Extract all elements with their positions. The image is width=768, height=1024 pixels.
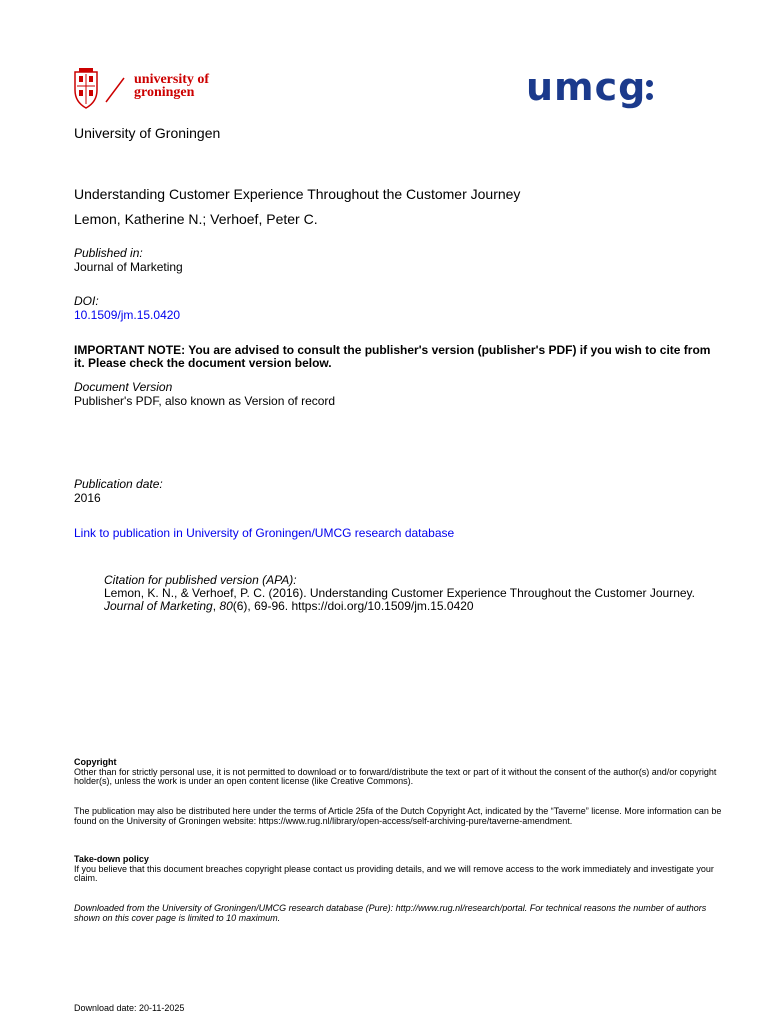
download-date: Download date: 20-11-2025 [74,1003,185,1013]
document-title: Understanding Customer Experience Throughout the Customer Journey [74,186,521,202]
copyright-heading: Copyright [74,757,117,767]
copyright-section [74,758,724,787]
published-in-section [74,246,183,274]
document-version-section [74,380,335,408]
citation-journal: Journal of Marketing [104,599,213,613]
citation-volume: 80 [219,599,233,613]
umcg-logo [526,62,654,112]
important-note: IMPORTANT NOTE: You are advised to consult the publisher's version (publisher's PDF) if you wish to cite from it. Please check the document version below. [74,343,711,370]
copyright-text: Other than for strictly personal use, it is not permitted to download or to forward/distribute the text or part of it without the consent of the author(s) and/or copyright holder(s), unless the work is under an open content license (like Creative Commons). [74,766,717,786]
takedown-heading: Take-down policy [74,854,149,864]
rug-logo-line1: university of [134,72,210,87]
taverne-text: The publication may also be distributed here under the terms of Article 25fa of the Dutch Copyright Act, indicated by the “Taverne” license. More information can be found on the University of Groningen website: https://www.rug.nl/library/open-access/self-archiving-pure/taverne-amendment. [74,806,722,826]
downloaded-from: Downloaded from the University of Groningen/UMCG research database (Pure): http://www.rug.nl/research/portal. For technical reasons the number of authors shown on this cover page is limited to 10 maximum. [74,903,707,923]
doi-section [74,294,180,322]
publication-date-value: 2016 [74,491,101,505]
published-in-value: Journal of Marketing [74,260,183,274]
rug-crest-icon [72,68,132,110]
takedown-text: If you believe that this document breaches copyright please contact us providing details, and we will remove access to the work immediately and investigate your claim. [74,863,714,883]
citation-section [104,574,704,613]
takedown-section [74,855,724,884]
document-version-label: Document Version [74,380,173,394]
citation-separator: , [212,599,220,613]
publication-date-section [74,477,163,505]
umcg-logo-text: umcg [526,65,647,109]
document-authors: Lemon, Katherine N.; Verhoef, Peter C. [74,211,318,227]
document-version-value: Publisher's PDF, also known as Version of record [74,394,336,408]
rug-logo-text [134,73,209,99]
citation-text [104,587,704,613]
published-in-label: Published in: [74,246,143,260]
doi-label: DOI: [74,294,99,308]
database-link[interactable]: Link to publication in University of Groningen/UMCG research database [74,526,455,540]
citation-part1: Lemon, K. N., & Verhoef, P. C. (2016). Understanding Customer Experience Throughout the Customer Journey. [104,586,695,600]
citation-rest: (6), 69-96. https://doi.org/10.1509/jm.15.0420 [232,599,474,613]
doi-link[interactable]: 10.1509/jm.15.0420 [74,308,181,322]
umcg-colon-icon [646,80,654,100]
rug-logo-line2: groningen [134,85,195,100]
citation-label: Citation for published version (APA): [104,573,297,587]
publication-date-label: Publication date: [74,477,163,491]
institution-name: University of Groningen [74,125,221,141]
